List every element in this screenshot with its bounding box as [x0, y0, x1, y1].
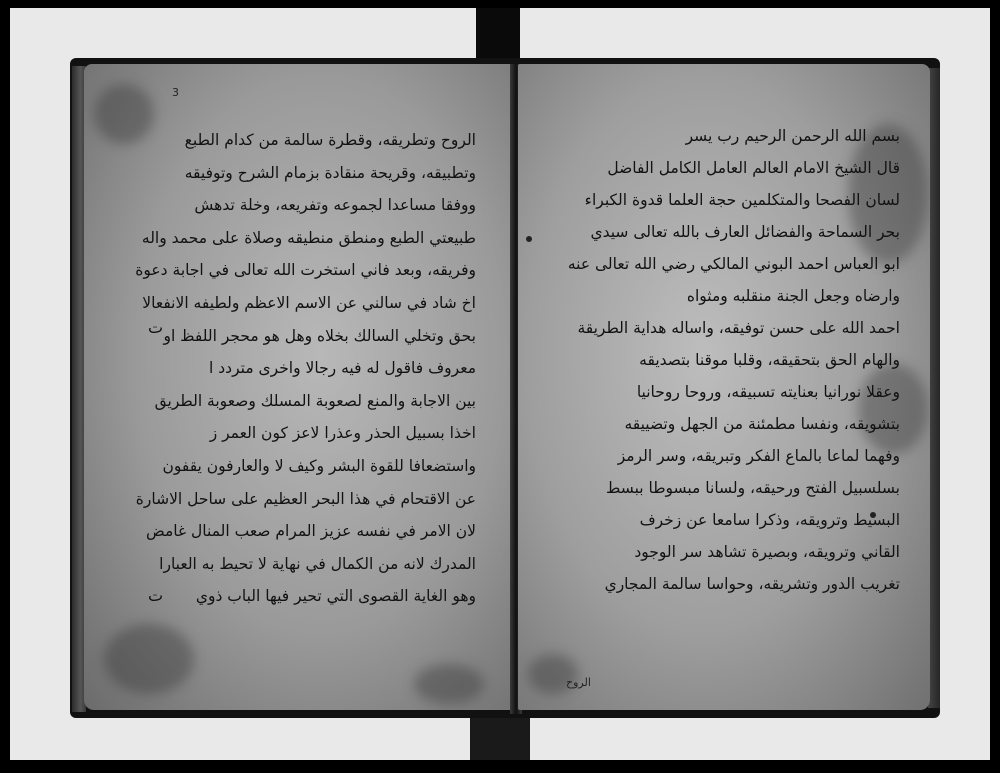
catchword: الروح	[566, 676, 591, 689]
margin-mark: ت	[148, 586, 164, 605]
text-line: بحر السماحة والفضائل العارف بالله تعالى سيدي	[590, 223, 900, 241]
text-line: وتطبيقه، وقريحة منقادة بزمام الشرح وتوفيقه	[184, 163, 476, 182]
text-line: اخ شاد في سالني عن الاسم الاعظم ولطيفه الانفعالا	[142, 293, 476, 312]
text-line: الروح وتطريقه، وقطرة سالمة من كدام الطبع	[184, 131, 476, 149]
stain	[104, 624, 194, 694]
text-line: بتشويقه، ونفسا مطمئنة من الجهل وتضييقه	[624, 415, 900, 433]
scan-gap-bottom	[470, 712, 530, 760]
right-page	[518, 64, 930, 710]
text-line: والهام الحق بتحقيقه، وقلبا موقنا بتصديقه	[639, 351, 900, 369]
stain	[414, 664, 484, 704]
margin-mark: ت	[148, 318, 164, 337]
text-line: بسلسبيل الفتح ورحيقه، ولسانا مبسوطا ببسط	[606, 479, 900, 497]
text-line: البسيط وترويقه، وذكرا سامعا عن زخرف	[639, 511, 900, 529]
text-line: عن الاقتحام في هذا البحر العظيم على ساحل الاشارة	[135, 489, 476, 508]
text-line: وفهما لماعا بالماع الفكر وتبريقه، وسر الرمز	[617, 447, 900, 465]
text-line: وعقلا نورانيا بعنايته تسبيقه، وروحا روحانيا	[636, 383, 900, 401]
left-page	[84, 64, 514, 710]
text-line: القاني وترويقه، وبصيرة تشاهد سر الوجود	[634, 543, 900, 561]
text-line: وارضاه وجعل الجنة منقلبه ومثواه	[686, 287, 900, 305]
text-line: واستضعافا للقوة البشر وكيف لا والعارفون يقفون	[162, 456, 476, 475]
text-line: معروف فاقول له فيه رجالا واخرى متردد ا	[209, 359, 476, 378]
right-page-text	[540, 120, 900, 600]
text-line: لسان الفصحا والمتكلمين حجة العلما قدوة الكبراء	[584, 191, 900, 209]
text-line: قال الشيخ الامام العالم العامل الكامل الفاضل	[607, 159, 900, 177]
text-line: احمد الله على حسن توفيقه، واساله هداية الطريقة	[577, 319, 900, 337]
text-line: ابو العباس احمد البوني المالكي رضي الله تعالى عنه	[567, 255, 900, 273]
text-line: لان الامر في نفسه عزيز المرام صعب المنال غامض	[145, 522, 476, 541]
folio-number: 3	[172, 86, 179, 99]
ink-dot	[526, 236, 532, 242]
text-line: بحق وتخلي السالك بخلاه وهل هو محجر اللفظ او	[163, 326, 476, 345]
left-page-text	[136, 124, 476, 613]
text-line: وهو الغاية القصوى التي تحير فيها الباب ذوي	[195, 587, 476, 606]
text-line: طبيعتي الطبع ومنطق منطيقه وصلاة على محمد واله	[141, 228, 476, 247]
text-line: بسم الله الرحمن الرحيم رب يسر	[685, 127, 900, 145]
text-line: ووفقا مساعدا لجموعه وتفريعه، وخلة تدهش	[194, 196, 476, 215]
text-line: اخذا بسبيل الحذر وعذرا لاعز كون العمر ز	[209, 424, 476, 443]
text-line: المدرك لانه من الكمال في نهاية لا تحيط به العبارا	[159, 554, 476, 573]
text-line: وفريقه، وبعد فاني استخرت الله تعالى في اجابة دعوة	[135, 261, 476, 280]
text-line: بين الاجابة والمنع لصعوبة المسلك وصعوبة الطريق	[154, 391, 476, 410]
text-line: تغريب الدور وتشريقه، وحواسا سالمة المجاري	[604, 575, 900, 593]
